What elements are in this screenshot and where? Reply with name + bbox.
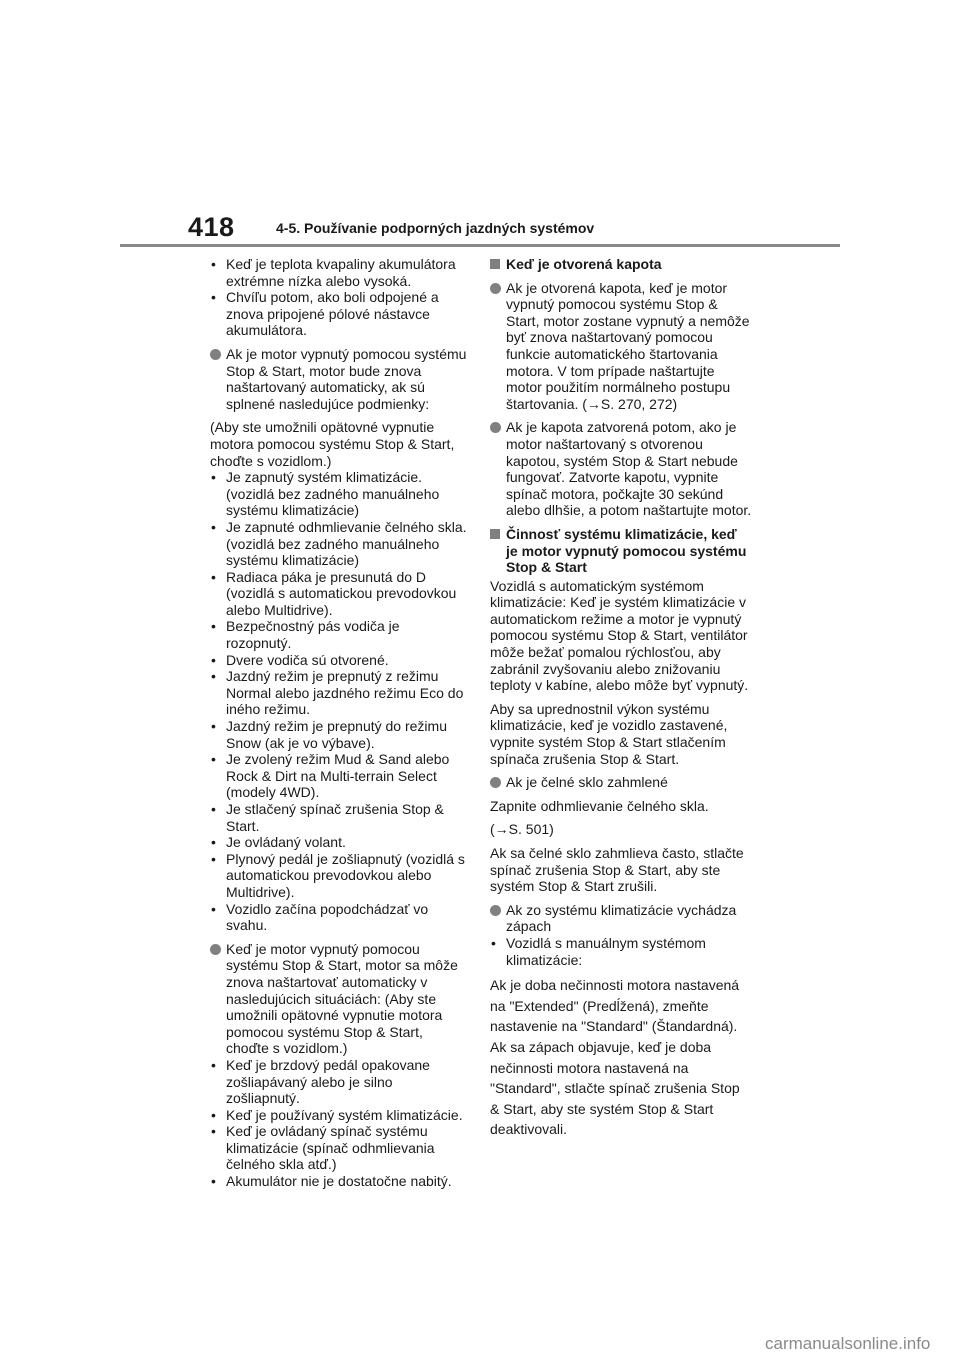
fog-page-reference: (→S. 501) [490,821,554,838]
circle-bullet-icon [210,349,221,360]
restart-bullet-list [210,469,468,934]
page-number: 418 [188,212,235,242]
may-restart-bullet-list [210,1057,468,1190]
list-item: • Jazdný režim je prepnutý do režimu Snow (ak je vo výbave). [210,718,468,751]
circle-bullet-icon [490,905,501,916]
list-item: • Je zapnuté odhmlievanie čelného skla. (vozidlá bez zadného manuálneho systému klimatizácie) [210,519,468,569]
list-item: • Akumulátor nie je dostatočne nabitý. [210,1173,468,1190]
list-item: • Plynový pedál je zošliapnutý (vozidlá s automatickou prevodovkou alebo Multidrive). [210,851,468,901]
circle-bullet-icon [490,283,501,294]
restart-conditions-text: Ak je motor vypnutý pomocou systému Stop & Start, motor bude znova naštartovaný automaticky, ak sú splnené nasledujúce podmienky: [226,345,467,412]
smell-paragraph: Ak je doba nečinnosti motora nastavená na "Extended" (Predĺžená), zmeňte nastavenie na "Standard" (Štandardná). Ak sa zápach objavuje, keď je doba nečinnosti motora nastavená na "Standard", stlačte spínač zrušenia Stop & Start, aby ste systém Stop & Start deaktivovali. [490,977,740,1138]
restart-note: (Aby ste umožnili opätovné vypnutie motora pomocou systému Stop & Start, choďte s vozidlom.) [210,419,455,469]
fog-paragraph-2: Ak sa čelné sklo zahmlieva často, stlačte spínač zrušenia Stop & Start, aby ste systém Stop & Start zrušili. [490,845,744,895]
hood-heading-text: Keď je otvorená kapota [506,256,662,272]
fog-paragraph-1: Zapnite odhmlievanie čelného skla. [490,797,709,814]
fog-item [490,774,752,791]
list-item: • Keď je ovládaný spínač systému klimatizácie (spínač odhmlievania čelného skla atď.) [210,1123,468,1173]
left-column [210,256,468,1197]
ac-paragraph-2: Aby sa uprednostnil výkon systému klimatizácie, keď je vozidlo zastavené, vypnite systém Stop & Start stlačením spínača zrušenia Stop & Start. [490,700,728,767]
list-item: • Bezpečnostný pás vodiča je rozopnutý. [210,618,468,651]
fog-item-text: Ak je čelné sklo zahmlené [506,774,668,791]
list-item: • Jazdný režim je prepnutý z režimu Normal alebo jazdného režimu Eco do iného režimu. [210,668,468,718]
list-item: • Je ovládaný volant. [210,834,468,851]
intro-bullet-list [210,256,468,339]
list-item: • Vozidlá s manuálnym systémom klimatizácie: [490,935,752,968]
square-bullet-icon [490,529,500,539]
list-item: • Vozidlo začína popodchádzať vo svahu. [210,901,468,934]
may-restart-item [210,941,468,1057]
right-column [490,256,752,1147]
site-watermark: carmanualsonline.info [765,1334,931,1353]
chapter-title: 4-5. Používanie podporných jazdných systémov [276,220,595,236]
header-rule [120,244,840,247]
circle-bullet-icon [490,422,501,433]
list-item: • Radiaca páka je presunutá do D (vozidlá s automatickou prevodovkou alebo Multidrive). [210,569,468,619]
hood-open-text: Ak je otvorená kapota, keď je motor vypnutý pomocou systému Stop & Start, motor zostane vypnutý a nemôže byť znova naštartovaný pomocou funkcie automatického štartovania motora. V tom prípade naštartujte motor použitím normálneho postupu štartovania. (→S. 270, 272) [506,279,750,412]
smell-bullet-list [490,935,752,968]
restart-conditions-item [210,346,468,412]
hood-section-heading [490,256,752,273]
circle-bullet-icon [210,944,221,955]
list-item: • Je stlačený spínač zrušenia Stop & Start. [210,801,468,834]
list-item: • Keď je brzdový pedál opakovane zošliapávaný alebo je silno zošliapnutý. [210,1057,468,1107]
list-item: • Je zvolený režim Mud & Sand alebo Rock & Dirt na Multi-terrain Select (modely 4WD). [210,751,468,801]
hood-closed-text: Ak je kapota zatvorená potom, ako je motor naštartovaný s otvorenou kapotou, systém Stop & Start nebude fungovať. Zatvorte kapotu, vypnite spínač motora, počkajte 30 sekúnd alebo dlhšie, a potom naštartujte motor. [506,419,752,519]
ac-paragraph-1: Vozidlá s automatickým systémom klimatizácie: Keď je systém klimatizácie v automatickom režime a motor je vypnutý pomocou systému Stop & Start, ventilátor môže bežať pomalou rýchlosťou, aby zabránil zvyšovaniu alebo znižovaniu teploty v kabíne, alebo môže byť vypnutý. [490,577,749,694]
list-item: • Je zapnutý systém klimatizácie. (vozidlá bez zadného manuálneho systému klimatizácie) [210,469,468,519]
list-item: • Chvíľu potom, ako boli odpojené a znova pripojené pólové nástavce akumulátora. [210,289,468,339]
may-restart-text: Keď je motor vypnutý pomocou systému Stop & Start, motor sa môže znova naštartovať automaticky v nasledujúcich situáciách: (Aby ste umožnili opätovné vypnutie motora pomocou systému Stop & Start, choďte s vozidlom.) [226,940,458,1057]
list-item: • Keď je používaný systém klimatizácie. [210,1107,468,1124]
page-header [0,0,960,250]
list-item: • Dvere vodiča sú otvorené. [210,652,468,669]
smell-item-text: Ak zo systému klimatizácie vychádza zápach [506,901,737,935]
list-item: • Keď je teplota kvapaliny akumulátora extrémne nízka alebo vysoká. [210,256,468,289]
ac-section-heading [490,526,752,576]
square-bullet-icon [490,259,500,269]
hood-item-closed [490,419,752,519]
hood-item-open [490,280,752,413]
ac-heading-text: Činnosť systému klimatizácie, keď je motor vypnutý pomocou systému Stop & Start [506,525,747,576]
circle-bullet-icon [490,777,501,788]
smell-item [490,902,752,935]
